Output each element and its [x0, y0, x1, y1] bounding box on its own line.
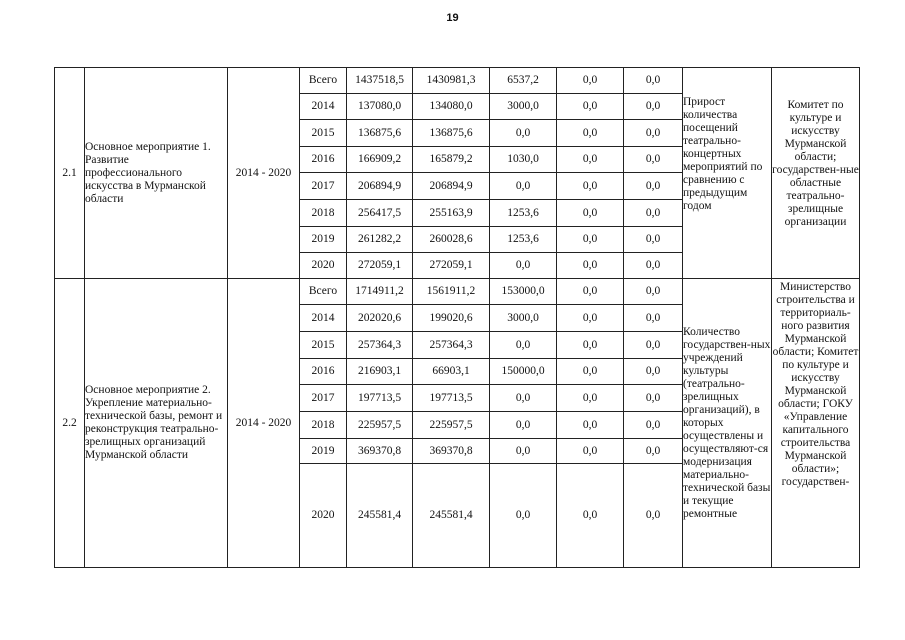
- cell-other: 0,0: [624, 253, 683, 279]
- item-responsible: Министерство строительства и территориаль-ного развития Мурманской области; Комитет по культуре и искусству Мурманской области; ГОКУ «Управление капитального строительства Мурманской области»; государствен-: [772, 279, 860, 568]
- cell-total: 136875,6: [347, 120, 413, 147]
- cell-regional: 206894,9: [413, 173, 490, 200]
- cell-year: 2014: [300, 305, 347, 332]
- cell-local: 0,0: [557, 200, 624, 227]
- cell-other: 0,0: [624, 147, 683, 173]
- cell-other: 0,0: [624, 120, 683, 147]
- cell-local: 0,0: [557, 279, 624, 305]
- item-number: 2.2: [55, 279, 85, 568]
- cell-regional: 1430981,3: [413, 68, 490, 94]
- cell-federal: 0,0: [490, 464, 557, 568]
- cell-federal: 0,0: [490, 385, 557, 412]
- table-row: [55, 279, 860, 305]
- cell-total: 272059,1: [347, 253, 413, 279]
- cell-federal: 153000,0: [490, 279, 557, 305]
- cell-other: 0,0: [624, 173, 683, 200]
- cell-regional: 165879,2: [413, 147, 490, 173]
- cell-federal: 0,0: [490, 173, 557, 200]
- cell-year: 2014: [300, 94, 347, 120]
- cell-year: 2015: [300, 120, 347, 147]
- cell-year: 2018: [300, 412, 347, 439]
- cell-regional: 134080,0: [413, 94, 490, 120]
- cell-other: 0,0: [624, 385, 683, 412]
- cell-other: 0,0: [624, 200, 683, 227]
- cell-year: 2016: [300, 359, 347, 385]
- cell-year: 2017: [300, 385, 347, 412]
- cell-local: 0,0: [557, 464, 624, 568]
- cell-local: 0,0: [557, 227, 624, 253]
- cell-local: 0,0: [557, 147, 624, 173]
- cell-total: 1714911,2: [347, 279, 413, 305]
- cell-total: 261282,2: [347, 227, 413, 253]
- cell-local: 0,0: [557, 385, 624, 412]
- cell-total: 256417,5: [347, 200, 413, 227]
- cell-local: 0,0: [557, 94, 624, 120]
- page-number: 19: [446, 12, 459, 24]
- budget-table: [54, 67, 860, 568]
- cell-year: 2019: [300, 227, 347, 253]
- item-period: 2014 - 2020: [228, 279, 300, 568]
- cell-total: 245581,4: [347, 464, 413, 568]
- cell-local: 0,0: [557, 359, 624, 385]
- cell-other: 0,0: [624, 94, 683, 120]
- cell-other: 0,0: [624, 305, 683, 332]
- cell-total: 206894,9: [347, 173, 413, 200]
- cell-regional: 1561911,2: [413, 279, 490, 305]
- cell-total: 166909,2: [347, 147, 413, 173]
- cell-local: 0,0: [557, 68, 624, 94]
- cell-federal: 0,0: [490, 439, 557, 464]
- cell-regional: 369370,8: [413, 439, 490, 464]
- cell-year: 2016: [300, 147, 347, 173]
- cell-regional: 199020,6: [413, 305, 490, 332]
- cell-total: 202020,6: [347, 305, 413, 332]
- cell-other: 0,0: [624, 464, 683, 568]
- cell-year: 2019: [300, 439, 347, 464]
- item-description: Основное мероприятие 2. Укрепление материально-технической базы, ремонт и реконструкция театрально-зрелищных организаций Мурманской области: [85, 279, 228, 568]
- cell-other: 0,0: [624, 279, 683, 305]
- cell-regional: 66903,1: [413, 359, 490, 385]
- cell-federal: 3000,0: [490, 94, 557, 120]
- item-description: Основное мероприятие 1. Развитие профессионального искусства в Мурманской области: [85, 68, 228, 279]
- cell-regional: 197713,5: [413, 385, 490, 412]
- item-result: Прирост количества посещений театрально-концертных мероприятий по сравнению с предыдущим годом: [683, 68, 772, 279]
- cell-regional: 136875,6: [413, 120, 490, 147]
- cell-other: 0,0: [624, 68, 683, 94]
- cell-total: 1437518,5: [347, 68, 413, 94]
- item-result: Количество государствен-ных учреждений культуры (театрально-зрелищных организаций), в которых осуществлены и осуществляют-ся модернизация материально-технической базы и текущие ремонтные: [683, 279, 772, 568]
- cell-federal: 0,0: [490, 412, 557, 439]
- cell-federal: 1253,6: [490, 200, 557, 227]
- cell-regional: 225957,5: [413, 412, 490, 439]
- cell-federal: 1030,0: [490, 147, 557, 173]
- cell-federal: 6537,2: [490, 68, 557, 94]
- item-number: 2.1: [55, 68, 85, 279]
- cell-total: 216903,1: [347, 359, 413, 385]
- cell-local: 0,0: [557, 173, 624, 200]
- cell-total: 257364,3: [347, 332, 413, 359]
- cell-regional: 245581,4: [413, 464, 490, 568]
- cell-year: 2015: [300, 332, 347, 359]
- cell-local: 0,0: [557, 120, 624, 147]
- cell-total: 197713,5: [347, 385, 413, 412]
- cell-other: 0,0: [624, 412, 683, 439]
- table-row: [55, 68, 860, 94]
- cell-local: 0,0: [557, 332, 624, 359]
- cell-year: 2018: [300, 200, 347, 227]
- cell-year: 2020: [300, 253, 347, 279]
- cell-federal: 3000,0: [490, 305, 557, 332]
- cell-local: 0,0: [557, 305, 624, 332]
- cell-year: 2017: [300, 173, 347, 200]
- cell-year: 2020: [300, 464, 347, 568]
- cell-total: 137080,0: [347, 94, 413, 120]
- cell-local: 0,0: [557, 439, 624, 464]
- cell-total: 225957,5: [347, 412, 413, 439]
- cell-local: 0,0: [557, 253, 624, 279]
- item-period: 2014 - 2020: [228, 68, 300, 279]
- cell-other: 0,0: [624, 227, 683, 253]
- cell-other: 0,0: [624, 439, 683, 464]
- cell-year: Всего: [300, 279, 347, 305]
- cell-regional: 260028,6: [413, 227, 490, 253]
- cell-federal: 1253,6: [490, 227, 557, 253]
- cell-other: 0,0: [624, 332, 683, 359]
- cell-local: 0,0: [557, 412, 624, 439]
- cell-federal: 0,0: [490, 332, 557, 359]
- cell-regional: 255163,9: [413, 200, 490, 227]
- cell-regional: 257364,3: [413, 332, 490, 359]
- item-responsible: Комитет по культуре и искусству Мурманской области; государствен-ные областные театрально-зрелищные организации: [772, 68, 860, 279]
- cell-federal: 0,0: [490, 253, 557, 279]
- cell-federal: 0,0: [490, 120, 557, 147]
- cell-regional: 272059,1: [413, 253, 490, 279]
- cell-federal: 150000,0: [490, 359, 557, 385]
- cell-year: Всего: [300, 68, 347, 94]
- cell-total: 369370,8: [347, 439, 413, 464]
- cell-other: 0,0: [624, 359, 683, 385]
